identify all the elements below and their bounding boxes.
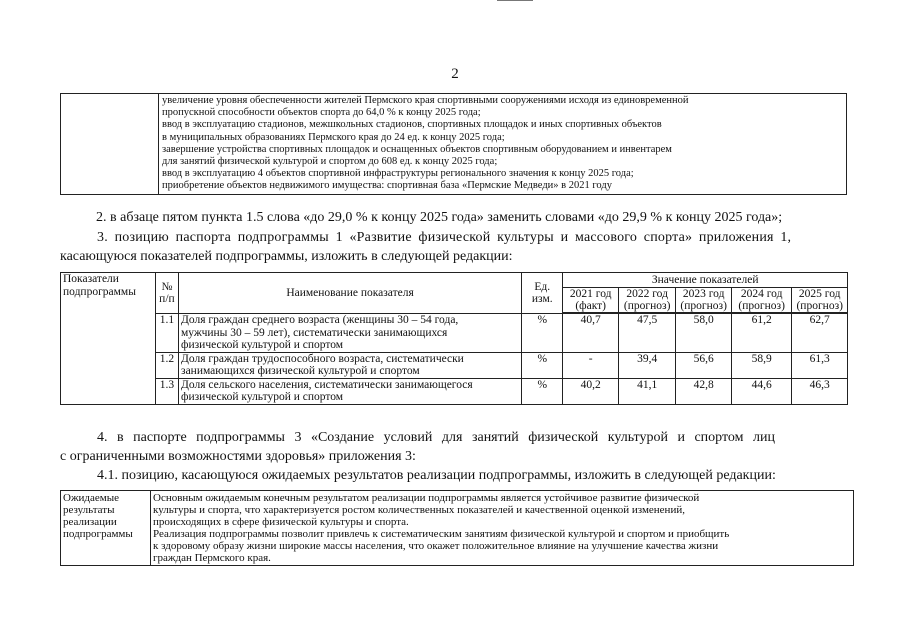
text-line: Реализация подпрограммы позволит привлечь к систематическим занятиям физической культурой и спортом и приобщить — [153, 528, 730, 540]
unit: % — [522, 314, 563, 353]
results-content — [151, 491, 854, 566]
row-number: 1.1 — [155, 314, 178, 353]
col-header-year — [676, 288, 731, 313]
value-cell: 40,2 — [563, 378, 618, 404]
label-line: реализации — [63, 516, 117, 528]
text-line: граждан Пермского края. — [153, 552, 271, 564]
value-cell: 58,9 — [731, 352, 792, 378]
col-header-values: Значение показателей — [563, 273, 848, 288]
col-header-year — [563, 288, 618, 313]
year-status: (прогноз) — [738, 300, 785, 312]
unit: % — [522, 352, 563, 378]
value-cell: 42,8 — [676, 378, 731, 404]
text-line: Основным ожидаемым конечным результатом реализации подпрограммы является устойчивое развитие физической — [153, 492, 700, 504]
results-table — [60, 490, 854, 566]
name-line: Доля граждан трудоспособного возраста, систематически — [181, 352, 464, 365]
value-cell: 56,6 — [676, 352, 731, 378]
header-line: Ед. — [534, 280, 551, 293]
indicator-name — [179, 314, 522, 353]
value-cell: 61,3 — [792, 352, 848, 378]
page-number: 2 — [451, 66, 459, 82]
text-line: пропускной способности объектов спорта до 64,0 % к концу 2025 года; — [162, 107, 481, 119]
value-cell: 39,4 — [618, 352, 676, 378]
indicator-name — [179, 352, 522, 378]
col-header-number — [155, 273, 178, 314]
name-line: мужчины 30 – 59 лет), систематически занимающихся — [181, 326, 448, 339]
indicator-name — [179, 378, 522, 404]
continuation-table — [60, 93, 847, 195]
indicators-table — [60, 272, 848, 405]
year-status: (факт) — [575, 300, 607, 312]
name-line: Доля сельского населения, систематически занимающегося — [181, 378, 473, 391]
name-line: физической культурой и спортом — [181, 339, 344, 351]
header-line: изм. — [531, 293, 553, 305]
value-cell: 41,1 — [618, 378, 676, 404]
label-line: Ожидаемые — [63, 492, 120, 504]
value-cell: - — [563, 352, 618, 378]
text-line: происходящих в сфере физической культуры и спорта. — [153, 516, 409, 528]
value-cell: 40,7 — [563, 314, 618, 353]
text-line: увеличение уровня обеспеченности жителей Пермского края спортивными сооружениями исходя из единовременной — [162, 95, 689, 106]
year-status: (прогноз) — [796, 300, 843, 312]
value-cell: 62,7 — [792, 314, 848, 353]
value-cell: 47,5 — [618, 314, 676, 353]
text-line: завершение устройства спортивных площадок и оснащенных объектов спортивным оборудованием и инвентарем — [162, 143, 672, 155]
unit: % — [522, 378, 563, 404]
value-cell: 61,2 — [731, 314, 792, 353]
label-line: подпрограммы — [63, 285, 136, 298]
name-line: занимающихся физической культурой и спортом — [181, 365, 420, 377]
header-line: № — [161, 280, 173, 293]
text-line: ввод в эксплуатацию стадионов, межшкольных стадионов, спортивных площадок и иных спортивных объектов — [162, 119, 662, 131]
text-line: в муниципальных образованиях Пермского края до 24 ед. к концу 2025 года; — [162, 131, 505, 143]
continuation-content — [159, 94, 847, 195]
paragraph-4-1: 4.1. позицию, касающуюся ожидаемых результатов реализации подпрограммы, изложить в следующей редакции: — [97, 468, 776, 483]
year-label: 2024 год — [740, 288, 783, 300]
col-header-unit — [522, 273, 563, 314]
text-line: приобретение объектов недвижимого имущества: спортивная база «Пермские Медведи» в 2021 году — [162, 180, 612, 192]
row-number: 1.2 — [155, 352, 178, 378]
value-cell: 46,3 — [792, 378, 848, 404]
results-label-cell — [61, 491, 151, 566]
table-row — [61, 378, 848, 404]
year-label: 2023 год — [682, 288, 725, 300]
indicators-label-cell — [61, 273, 156, 405]
year-label: 2021 год — [569, 288, 612, 300]
scan-mark — [497, 0, 533, 1]
year-label: 2022 год — [626, 288, 668, 300]
table-row — [61, 314, 848, 353]
paragraph-3-line-1: 3. позицию паспорта подпрограммы 1 «Развитие физической культуры и массового спорта» приложения 1, — [97, 230, 792, 245]
paragraph-4-line-2: с ограниченными возможностями здоровья» приложения 3: — [60, 449, 416, 464]
text-line: ввод в эксплуатацию 4 объектов спортивной инфраструктуры регионального значения к концу 2025 года; — [162, 168, 634, 180]
text-line: к здоровому образу жизни широкие массы населения, что окажет положительное влияние на улучшение качества жизни — [153, 540, 719, 552]
year-status: (прогноз) — [680, 300, 727, 312]
row-number: 1.3 — [155, 378, 178, 404]
label-line: результаты — [63, 504, 115, 516]
paragraph-4-line-1: 4. в паспорте подпрограммы 3 «Создание условий для занятий физической культурой и спортом лиц — [97, 430, 775, 445]
col-header-year — [731, 288, 792, 313]
text-line: для занятий физической культурой и спортом до 608 ед. к концу 2025 года; — [162, 156, 498, 168]
empty-label-cell — [61, 94, 159, 195]
year-status: (прогноз) — [623, 300, 671, 312]
label-line: Показатели — [63, 273, 119, 285]
value-cell: 58,0 — [676, 314, 731, 353]
label-line: подпрограммы — [63, 528, 133, 540]
col-header-year — [618, 288, 676, 313]
name-line: Доля граждан среднего возраста (женщины 30 – 54 года, — [181, 314, 459, 326]
value-cell: 44,6 — [731, 378, 792, 404]
year-label: 2025 год — [798, 288, 841, 300]
paragraph-2: 2. в абзаце пятом пункта 1.5 слова «до 29,0 % к концу 2025 года» заменить словами «до 29,9 % к концу 2025 года»; — [96, 210, 783, 225]
col-header-year — [792, 288, 848, 313]
table-row — [61, 352, 848, 378]
text-line: культуры и спорта, что характеризуется ростом количественных показателей и качественной оценкой изменений, — [153, 504, 685, 516]
col-header-name: Наименование показателя — [179, 273, 522, 314]
header-line: п/п — [159, 293, 175, 305]
name-line: физической культурой и спортом — [181, 391, 344, 403]
paragraph-3-line-2: касающуюся показателей подпрограммы, изложить в следующей редакции: — [60, 249, 513, 264]
